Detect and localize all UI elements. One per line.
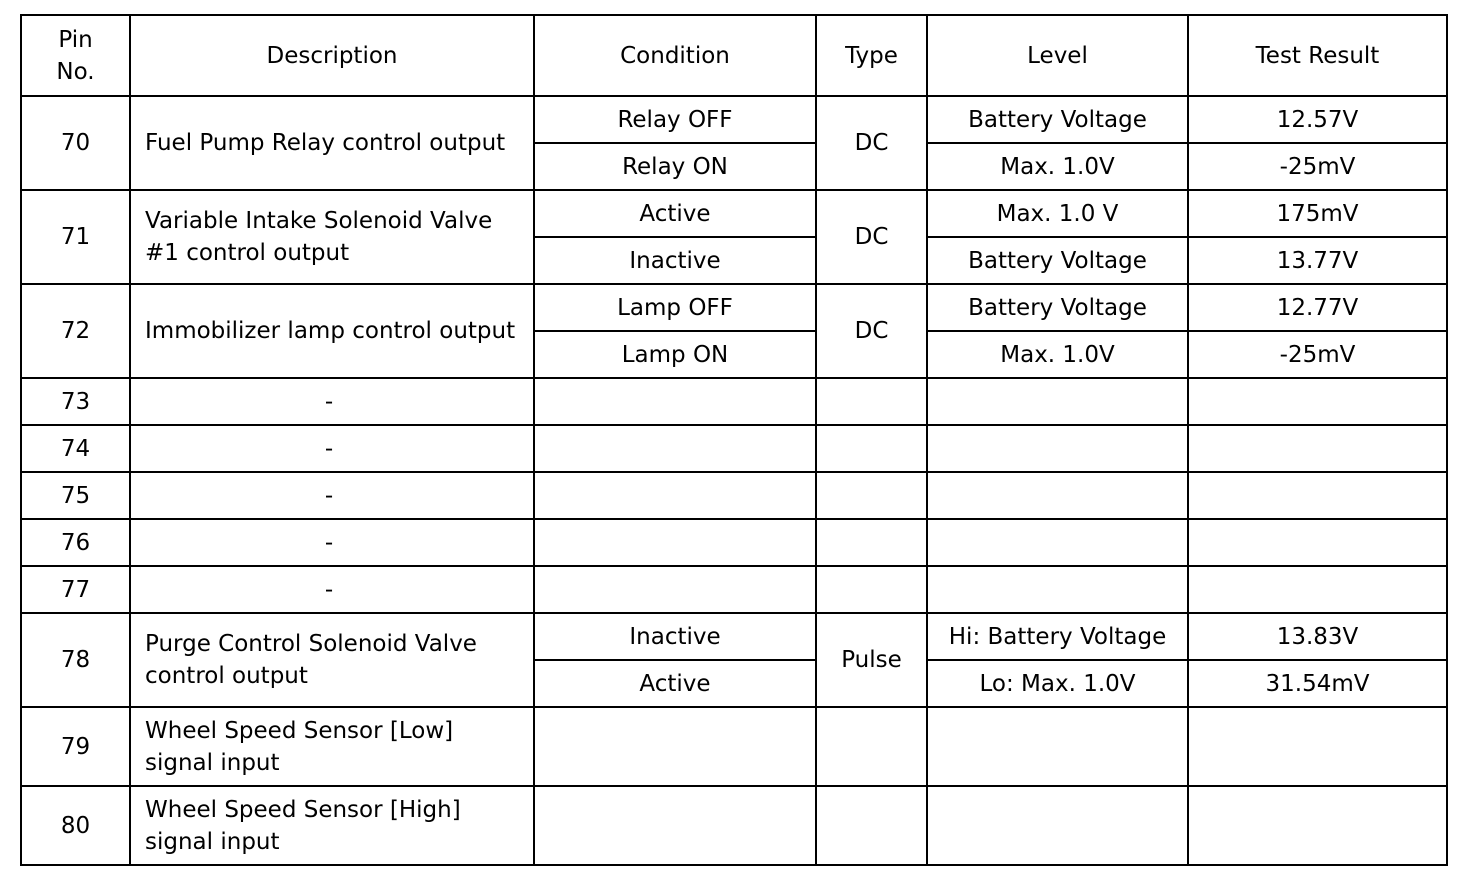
pin-cell: 72 [21,284,130,378]
description-line: Wheel Speed Sensor [High] [145,796,461,823]
description-line: signal input [145,749,280,776]
pin-cell: 76 [21,519,130,566]
condition-cell: Lamp OFF [534,284,816,331]
type-cell [816,786,927,865]
table-row [21,472,1447,519]
header-type: Type [816,15,927,96]
header-pin-line2: No. [56,58,95,85]
header-level: Level [927,15,1188,96]
condition-cell [534,707,816,786]
header-pin-line1: Pin [58,26,93,53]
type-cell: DC [816,96,927,190]
description-cell: - [130,566,534,613]
condition-cell: Inactive [534,613,816,660]
table-row [21,190,1447,237]
result-cell: 12.77V [1188,284,1447,331]
type-cell [816,519,927,566]
result-cell: 31.54mV [1188,660,1447,707]
table-row [21,613,1447,660]
pin-cell: 79 [21,707,130,786]
pin-cell: 75 [21,472,130,519]
description-cell: - [130,519,534,566]
description-cell [130,786,534,865]
description-line: Variable Intake Solenoid Valve [145,208,493,234]
level-cell [927,707,1188,786]
header-row [21,15,1447,96]
level-cell [927,472,1188,519]
level-cell [927,378,1188,425]
level-cell: Max. 1.0V [927,143,1188,190]
condition-cell [534,786,816,865]
level-cell: Max. 1.0 V [927,190,1188,237]
condition-cell: Relay OFF [534,96,816,143]
pin-cell: 74 [21,425,130,472]
result-cell: 12.57V [1188,96,1447,143]
result-cell: -25mV [1188,143,1447,190]
level-cell [927,786,1188,865]
table-row [21,566,1447,613]
description-line: control output [145,663,308,689]
level-cell: Lo: Max. 1.0V [927,660,1188,707]
result-cell [1188,425,1447,472]
pin-cell: 71 [21,190,130,284]
condition-cell [534,425,816,472]
header-test-result: Test Result [1188,15,1447,96]
type-cell: DC [816,190,927,284]
table-row [21,786,1447,865]
header-pin [21,15,130,96]
type-cell [816,566,927,613]
description-cell: Fuel Pump Relay control output [130,96,534,190]
type-cell: Pulse [816,613,927,707]
condition-cell: Relay ON [534,143,816,190]
table-row [21,519,1447,566]
header-condition: Condition [534,15,816,96]
description-cell: Immobilizer lamp control output [130,284,534,378]
table-row [21,96,1447,143]
result-cell [1188,378,1447,425]
condition-cell: Active [534,190,816,237]
type-cell [816,707,927,786]
type-cell: DC [816,284,927,378]
result-cell: -25mV [1188,331,1447,378]
condition-cell [534,566,816,613]
level-cell [927,425,1188,472]
pin-cell: 80 [21,786,130,865]
level-cell [927,566,1188,613]
description-cell [130,707,534,786]
result-cell: 175mV [1188,190,1447,237]
description-line: signal input [145,828,280,855]
description-cell [130,190,534,284]
level-cell: Battery Voltage [927,237,1188,284]
pin-cell: 78 [21,613,130,707]
result-cell: 13.77V [1188,237,1447,284]
pin-table [20,14,1448,866]
description-line: #1 control output [145,240,350,266]
type-cell [816,378,927,425]
table-row [21,284,1447,331]
condition-cell [534,378,816,425]
result-cell [1188,472,1447,519]
level-cell: Battery Voltage [927,96,1188,143]
condition-cell: Lamp ON [534,331,816,378]
description-cell [130,613,534,707]
header-description: Description [130,15,534,96]
condition-cell [534,472,816,519]
condition-cell: Inactive [534,237,816,284]
level-cell: Max. 1.0V [927,331,1188,378]
result-cell [1188,786,1447,865]
result-cell [1188,566,1447,613]
table-row [21,425,1447,472]
pin-cell: 70 [21,96,130,190]
description-cell: - [130,425,534,472]
level-cell: Hi: Battery Voltage [927,613,1188,660]
level-cell: Battery Voltage [927,284,1188,331]
description-cell: - [130,378,534,425]
table-row [21,707,1447,786]
level-cell [927,519,1188,566]
description-line: Purge Control Solenoid Valve [145,631,477,657]
result-cell: 13.83V [1188,613,1447,660]
type-cell [816,472,927,519]
result-cell [1188,707,1447,786]
pin-cell: 73 [21,378,130,425]
type-cell [816,425,927,472]
condition-cell: Active [534,660,816,707]
pin-cell: 77 [21,566,130,613]
result-cell [1188,519,1447,566]
description-cell: - [130,472,534,519]
description-line: Wheel Speed Sensor [Low] [145,717,454,744]
table-row [21,378,1447,425]
condition-cell [534,519,816,566]
